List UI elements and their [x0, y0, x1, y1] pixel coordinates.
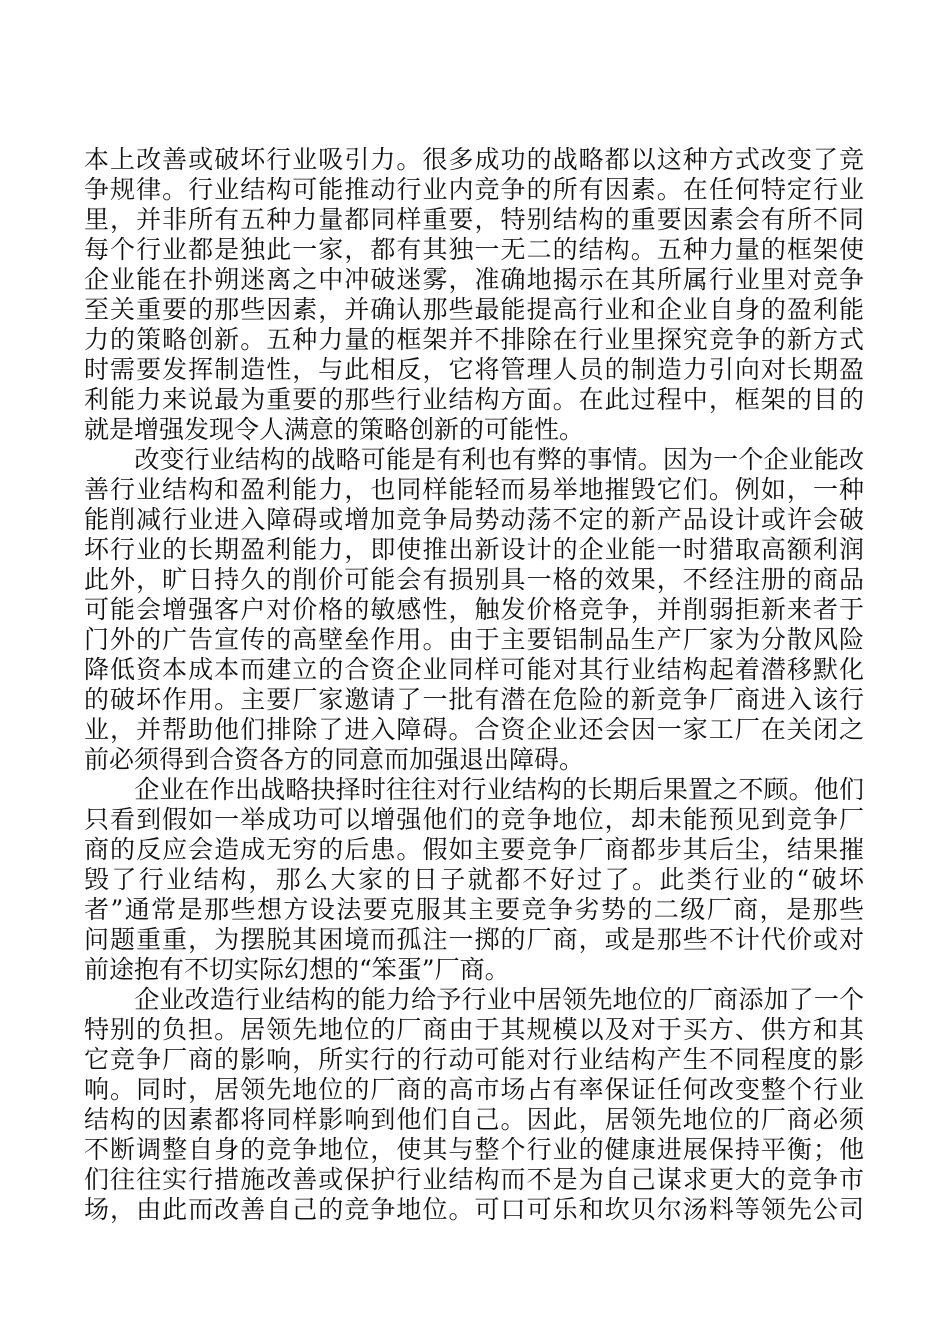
text-line: 善行业结构和盈利能力，也同样能轻而易举地摧毁它们。例如，一种 — [84, 475, 864, 504]
text-line: 争规律。行业结构可能推动行业内竞争的所有因素。在任何特定行业 — [84, 175, 864, 204]
text-line: 此外，旷日持久的削价可能会有损别具一格的效果，不经注册的商品 — [84, 565, 864, 594]
text-line: 里，并非所有五种力量都同样重要，特别结构的重要因素会有所不同 — [84, 205, 864, 234]
text-line: 就是增强发现令人满意的策略创新的可能性。 — [84, 415, 585, 444]
text-line: 本上改善或破坏行业吸引力。很多成功的战略都以这种方式改变了竞 — [84, 145, 864, 174]
text-line: 企业能在扑朔迷离之中冲破迷雾，准确地揭示在其所属行业里对竞争 — [84, 265, 864, 294]
text-line: 结构的因素都将同样影响到他们自己。因此，居领先地位的厂商必须 — [84, 1105, 864, 1134]
text-line: 商的反应会造成无穷的后患。假如主要竞争厂商都步其后尘，结果摧 — [84, 835, 864, 864]
text-line: 门外的广告宣传的高壁垒作用。由于主要铝制品生产厂家为分散风险 — [84, 625, 864, 654]
text-line: 可能会增强客户对价格的敏感性，触发价格竞争，并削弱拒新来者于 — [84, 595, 864, 624]
text-line: 能削减行业进入障碍或增加竞争局势动荡不定的新产品设计或许会破 — [84, 505, 864, 534]
text-line: 场，由此而改善自己的竞争地位。可口可乐和坎贝尔汤料等领先公司 — [84, 1195, 864, 1224]
text-line: 响。同时，居领先地位的厂商的高市场占有率保证任何改变整个行业 — [84, 1075, 864, 1104]
text-line: 时需要发挥制造性，与此相反，它将管理人员的制造力引向对长期盈 — [84, 355, 864, 384]
text-line: 者”通常是那些想方设法要克服其主要竞争劣势的二级厂商，是那些 — [84, 895, 864, 924]
text-line: 们往往实行措施改善或保护行业结构而不是为自己谋求更大的竞争市 — [84, 1165, 864, 1194]
text-line: 企业在作出战略抉择时往往对行业结构的长期后果置之不顾。他们 — [84, 775, 864, 804]
text-line: 前必须得到合资各方的同意而加强退出障碍。 — [84, 745, 585, 774]
document-page — [84, 145, 864, 1225]
text-line: 利能力来说最为重要的那些行业结构方面。在此过程中，框架的目的 — [84, 385, 864, 414]
paragraph — [84, 445, 864, 775]
text-line: 企业改造行业结构的能力给予行业中居领先地位的厂商添加了一个 — [84, 985, 864, 1014]
text-line: 的破坏作用。主要厂家邀请了一批有潜在危险的新竞争厂商进入该行 — [84, 685, 864, 714]
text-line: 力的策略创新。五种力量的框架并不排除在行业里探究竞争的新方式 — [84, 325, 864, 354]
text-line: 每个行业都是独此一家，都有其独一无二的结构。五种力量的框架使 — [84, 235, 864, 264]
text-line: 特别的负担。居领先地位的厂商由于其规模以及对于买方、供方和其 — [84, 1015, 864, 1044]
paragraph — [84, 985, 864, 1225]
paragraph — [84, 775, 864, 985]
text-line: 问题重重，为摆脱其困境而孤注一掷的厂商，或是那些不计代价或对 — [84, 925, 864, 954]
text-line: 坏行业的长期盈利能力，即使推出新设计的企业能一时猎取高额利润 — [84, 535, 864, 564]
text-line: 毁了行业结构，那么大家的日子就都不好过了。此类行业的“破坏 — [84, 865, 864, 894]
text-line: 业，并帮助他们排除了进入障碍。合资企业还会因一家工厂在关闭之 — [84, 715, 864, 744]
text-line: 它竞争厂商的影响，所实行的行动可能对行业结构产生不同程度的影 — [84, 1045, 864, 1074]
paragraph — [84, 145, 864, 445]
text-line: 只看到假如一举成功可以增强他们的竞争地位，却未能预见到竞争厂 — [84, 805, 864, 834]
text-line: 降低资本成本而建立的合资企业同样可能对其行业结构起着潜移默化 — [84, 655, 864, 684]
text-line: 改变行业结构的战略可能是有利也有弊的事情。因为一个企业能改 — [84, 445, 864, 474]
text-line: 不断调整自身的竞争地位，使其与整个行业的健康进展保持平衡；他 — [84, 1135, 864, 1164]
text-line: 至关重要的那些因素，并确认那些最能提高行业和企业自身的盈利能 — [84, 295, 864, 324]
text-line: 前途抱有不切实际幻想的“笨蛋”厂商。 — [84, 955, 510, 984]
